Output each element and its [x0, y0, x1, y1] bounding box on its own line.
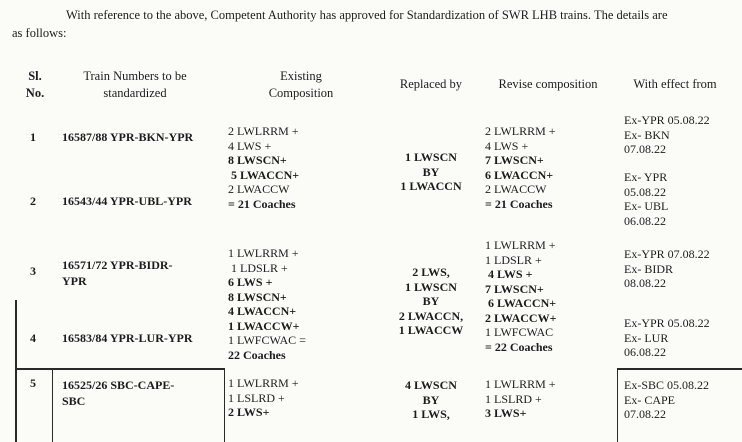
- header-replaced: Replaced by: [399, 77, 463, 91]
- composition-line: 1 LWLRRM +: [485, 238, 556, 252]
- effect-line: Ex-YPR 05.08.22: [624, 113, 710, 127]
- composition-line: 7 LWSCN+: [485, 281, 544, 296]
- effect-line: Ex-SBC 05.08.22: [624, 378, 710, 392]
- composition-line: 8 LWSCN+: [228, 153, 287, 167]
- composition-line: 1 LWLRRM +: [485, 377, 556, 391]
- train-line: 16525/26 SBC-CAPE-: [62, 378, 175, 392]
- table-left-border: [15, 300, 17, 442]
- header-revise: Revise composition: [498, 77, 598, 91]
- composition-line: 2 LWLRRM +: [228, 124, 299, 138]
- revise-composition-b: [485, 238, 556, 354]
- effect-line: 08.08.22: [624, 276, 666, 290]
- effect-line: Ex- LUR: [624, 330, 669, 345]
- row-2-sl: 2: [30, 194, 36, 208]
- train-line: YPR: [62, 274, 87, 288]
- row-5-effect: [624, 378, 709, 422]
- row-divider: [15, 368, 225, 370]
- effect-line: Ex- BKN: [624, 127, 670, 142]
- revise-composition-a: [485, 124, 556, 211]
- replaced-line: BY: [422, 392, 440, 407]
- effect-line: Ex-YPR 05.08.22: [624, 316, 710, 330]
- composition-line: 5 LWACCN+: [231, 167, 300, 182]
- header-existing-line2: Composition: [268, 86, 334, 100]
- effect-line: Ex-YPR 07.08.22: [624, 247, 710, 261]
- row-5-sl: 5: [30, 376, 36, 390]
- effect-line: Ex- BIDR: [624, 261, 673, 276]
- row-1-train: 16587/88 YPR-BKN-YPR: [62, 130, 194, 144]
- column-divider: [52, 368, 53, 442]
- replaced-line: 1 LWS,: [412, 407, 450, 421]
- row-3-train: [62, 257, 173, 289]
- composition-line: 4 LWACCN+: [228, 304, 297, 318]
- train-line: SBC: [62, 394, 86, 408]
- row-4-effect: [624, 316, 710, 360]
- row-2-effect: [624, 170, 668, 228]
- replaced-line: BY: [422, 294, 440, 308]
- composition-line: 1 LWLRRM +: [228, 376, 299, 390]
- replaced-line: 1 LWSCN: [405, 150, 457, 164]
- composition-line: = 21 Coaches: [485, 196, 553, 211]
- composition-line: 6 LWACCN+: [488, 296, 557, 310]
- effect-line: Ex- CAPE: [624, 392, 675, 407]
- composition-line: 6 LWS +: [228, 275, 273, 289]
- composition-line: 1 LWFCWAC =: [228, 333, 306, 347]
- composition-line: 2 LWS+: [228, 405, 270, 419]
- header-train-line1: Train Numbers to be: [83, 69, 187, 83]
- column-divider: [224, 368, 225, 442]
- replaced-by-a: [390, 150, 472, 194]
- composition-line: 4 LWS +: [228, 138, 272, 153]
- effect-line: Ex- UBL: [624, 199, 669, 213]
- row-3-sl: 3: [30, 264, 36, 278]
- composition-line: 2 LWLRRM +: [485, 124, 556, 138]
- effect-line: 05.08.22: [624, 184, 666, 199]
- composition-line: = 21 Coaches: [228, 196, 296, 211]
- replaced-line: 2 LWACCN,: [398, 308, 464, 323]
- row-1-effect: [624, 113, 710, 157]
- composition-line: 3 LWS+: [485, 406, 527, 420]
- composition-line: 22 Coaches: [228, 347, 286, 362]
- row-divider: [617, 368, 742, 370]
- effect-line: 06.08.22: [624, 345, 666, 359]
- composition-line: 4 LWS +: [485, 138, 529, 153]
- row-1-sl: 1: [30, 130, 36, 144]
- header-existing: [240, 68, 362, 102]
- replaced-line: 1 LWACCN: [400, 179, 462, 193]
- row-3-effect: [624, 247, 710, 291]
- header-train-line2: standardized: [103, 86, 167, 100]
- row-2-train: 16543/44 YPR-UBL-YPR: [62, 194, 192, 208]
- composition-line: 1 LSLRD +: [228, 390, 285, 405]
- composition-line: 2 LWACCW: [228, 182, 290, 196]
- composition-line: 1 LWFCWAC: [485, 325, 554, 339]
- replaced-by-b: [388, 265, 474, 338]
- effect-line: 07.08.22: [624, 142, 666, 156]
- composition-line: 1 LWLRRM +: [228, 246, 299, 260]
- replaced-line: 2 LWS,: [412, 265, 450, 279]
- existing-composition-b: [228, 246, 306, 362]
- row-5-train: [62, 377, 174, 409]
- composition-line: 4 LWS +: [488, 267, 533, 281]
- effect-line: 07.08.22: [624, 407, 666, 421]
- existing-composition-a: [228, 124, 299, 211]
- composition-line: 1 LSLRD +: [485, 391, 542, 406]
- composition-line: 1 LDSLR +: [485, 252, 542, 267]
- header-effect: With effect from: [633, 77, 717, 91]
- composition-line: 2 LWACCW+: [485, 310, 557, 325]
- intro-line-2: as follows:: [12, 26, 67, 40]
- composition-line: 1 LDSLR +: [231, 260, 288, 275]
- header-existing-line1: Existing: [280, 69, 322, 83]
- replaced-line: 1 LWACCW: [398, 323, 464, 337]
- composition-line: 6 LWACCN+: [485, 167, 554, 182]
- replaced-line: 4 LWSCN: [405, 378, 457, 392]
- composition-line: 1 LWACCW+: [228, 318, 300, 333]
- replaced-line: 1 LWSCN: [405, 279, 457, 294]
- header-train: [60, 68, 210, 102]
- row-4-sl: 4: [30, 331, 36, 345]
- row-4-train: 16583/84 YPR-LUR-YPR: [62, 331, 193, 345]
- replaced-by-c: [390, 378, 472, 422]
- replaced-line: BY: [422, 164, 440, 179]
- existing-composition-c: [228, 376, 299, 420]
- composition-line: 8 LWSCN+: [228, 289, 287, 304]
- train-line: 16571/72 YPR-BIDR-: [62, 258, 173, 272]
- composition-line: 7 LWSCN+: [485, 153, 544, 167]
- header-sl-line2: No.: [25, 86, 45, 100]
- header-sl-line1: Sl.: [28, 69, 42, 83]
- header-sl: [22, 68, 48, 102]
- effect-line: 06.08.22: [624, 213, 666, 228]
- effect-line: Ex- YPR: [624, 170, 668, 184]
- intro-line-1: With reference to the above, Competent Authority has approved for Standardization of SWR LHB trains. The details are: [66, 8, 668, 22]
- composition-line: = 22 Coaches: [485, 339, 553, 354]
- column-divider: [617, 368, 618, 442]
- revise-composition-c: [485, 377, 556, 421]
- composition-line: 2 LWACCW: [485, 182, 547, 196]
